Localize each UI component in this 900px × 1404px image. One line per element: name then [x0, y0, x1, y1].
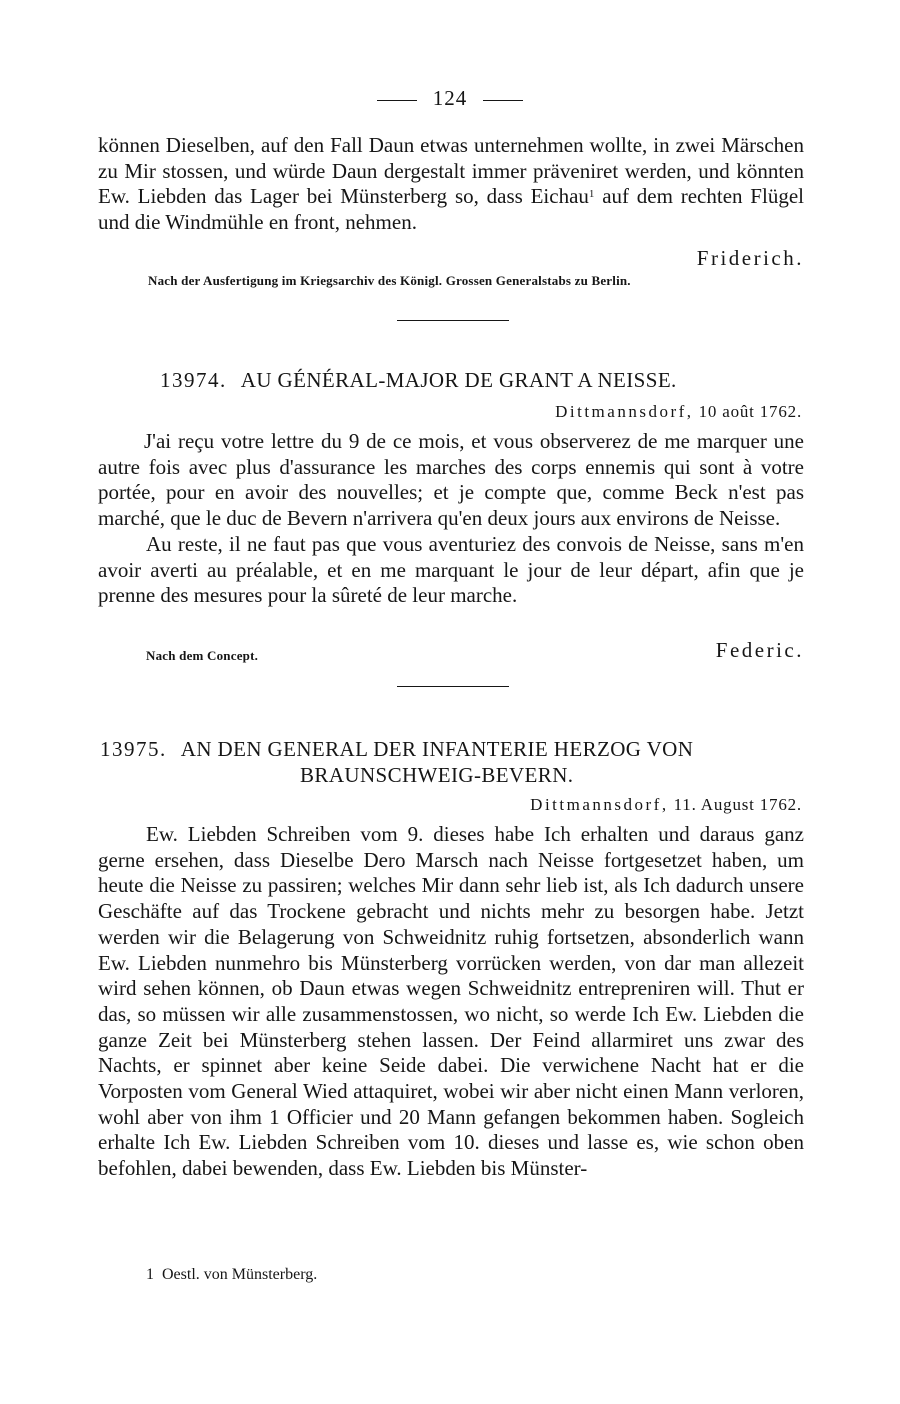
continuation-block	[98, 133, 804, 236]
source-note-ausfertigung: Nach der Ausfertigung im Kriegsarchiv des Königl. Grossen Generalstabs zu Berlin.	[148, 273, 631, 288]
header-dash-left	[377, 100, 417, 101]
letter-number: 13975.	[100, 737, 167, 761]
section-rule-1	[397, 320, 509, 321]
paragraph: Au reste, il ne faut pas que vous aventuriez des convois de Neisse, sans m'en avoir averti au préalable, et en me marquant le jour de leur départ, afin que je prenne des mesures pour la sûreté de leur marche.	[98, 531, 804, 608]
dateline-date: 11. August 1762.	[673, 795, 802, 814]
letter-title-line1: AN DEN GENERAL DER INFANTERIE HERZOG VON	[180, 737, 694, 761]
page-header	[0, 86, 900, 111]
letter-body-13974	[98, 429, 804, 609]
footnote-ref: 1	[588, 188, 595, 201]
header-dash-right	[483, 100, 523, 101]
footnote	[146, 1266, 317, 1284]
source-note-concept: Nach dem Concept.	[146, 648, 259, 663]
letter-title: AU GÉNÉRAL-MAJOR DE GRANT A NEISSE.	[240, 368, 677, 392]
continuation-text-part2: auf dem rechten Flügel und die Windmühle en front, nehmen.	[98, 184, 804, 235]
continuation-text	[98, 133, 804, 236]
dateline-place: Dittmannsdorf,	[530, 795, 669, 814]
section-rule-2	[397, 686, 509, 687]
continuation-text-part1: können Dieselben, auf den Fall Daun etwas unternehmen wollte, in zwei Märschen zu Mir stossen, und würde Daun dergestalt immer präveniret werden, und könnten Ew. Liebden das Lager bei Münsterberg so, dass Eichau	[98, 133, 804, 209]
letter-number: 13974.	[160, 368, 227, 392]
paragraph: J'ai reçu votre lettre du 9 de ce mois, et vous observerez de me marquer une autre fois avec plus d'assurance les marches des corps ennemis qui sont à votre portée, pour en avoir des nouvelles; et je compte que, comme Beck n'est pas marché, que le duc de Bevern n'arrivera qu'en deux jours aux environs de Neisse.	[98, 429, 804, 531]
dateline-13974	[555, 402, 802, 422]
dateline-date: 10 août 1762.	[698, 402, 802, 421]
page-number: 124	[432, 86, 468, 110]
dateline-13975	[530, 795, 802, 815]
letter-title-line2: BRAUNSCHWEIG-BEVERN.	[300, 763, 574, 787]
footnote-text: Oestl. von Münsterberg.	[162, 1266, 318, 1283]
paragraph: Ew. Liebden Schreiben vom 9. dieses habe Ich erhalten und daraus ganz gerne ersehen, dass Dieselbe Dero Marsch nach Neisse fortgesetzet haben, um heute die Neisse zu passiren; welches Mir dann sehr lieb ist, als Ich dadurch unsere Geschäfte auf das Trockene gebracht und nichts mehr zu besorgen habe. Jetzt werden wir die Belagerung von Schweidnitz ruhig fortsetzen, absonderlich wann Ew. Liebden nunmehro bis Münsterberg vorrücken werden, von dar man allezeit wird sehen können, ob Daun etwas wegen Schweidnitz entrepreniren will. Thut er das, so müssen wir alle zusammenstossen, wo nicht, so werde Ich Ew. Liebden die ganze Zeit bei Münsterberg stehen lassen. Der Feind allarmiret uns zwar des Nachts, er spinnet aber keine Seide dabei. Die verwichene Nacht hat er die Vorposten vom General Wied attaquiret, wobei wir aber nicht einen Mann verloren, wohl aber von ihm 1 Officier und 20 Mann gefangen bekommen haben. Sogleich erhalte Ich Ew. Liebden Schreiben vom 10. dieses und lasse es, wie schon oben befohlen, dabei bewenden, dass Ew. Liebden bis Münster-	[98, 822, 804, 1181]
letter-heading-13974	[160, 368, 677, 393]
letter-body-13975	[98, 822, 804, 1182]
footnote-marker: 1	[146, 1266, 154, 1283]
dateline-place: Dittmannsdorf,	[555, 402, 694, 421]
signature-federic: Federic.	[715, 638, 804, 662]
letter-heading-13975	[100, 737, 693, 762]
signature-friderich: Friderich.	[696, 246, 804, 270]
